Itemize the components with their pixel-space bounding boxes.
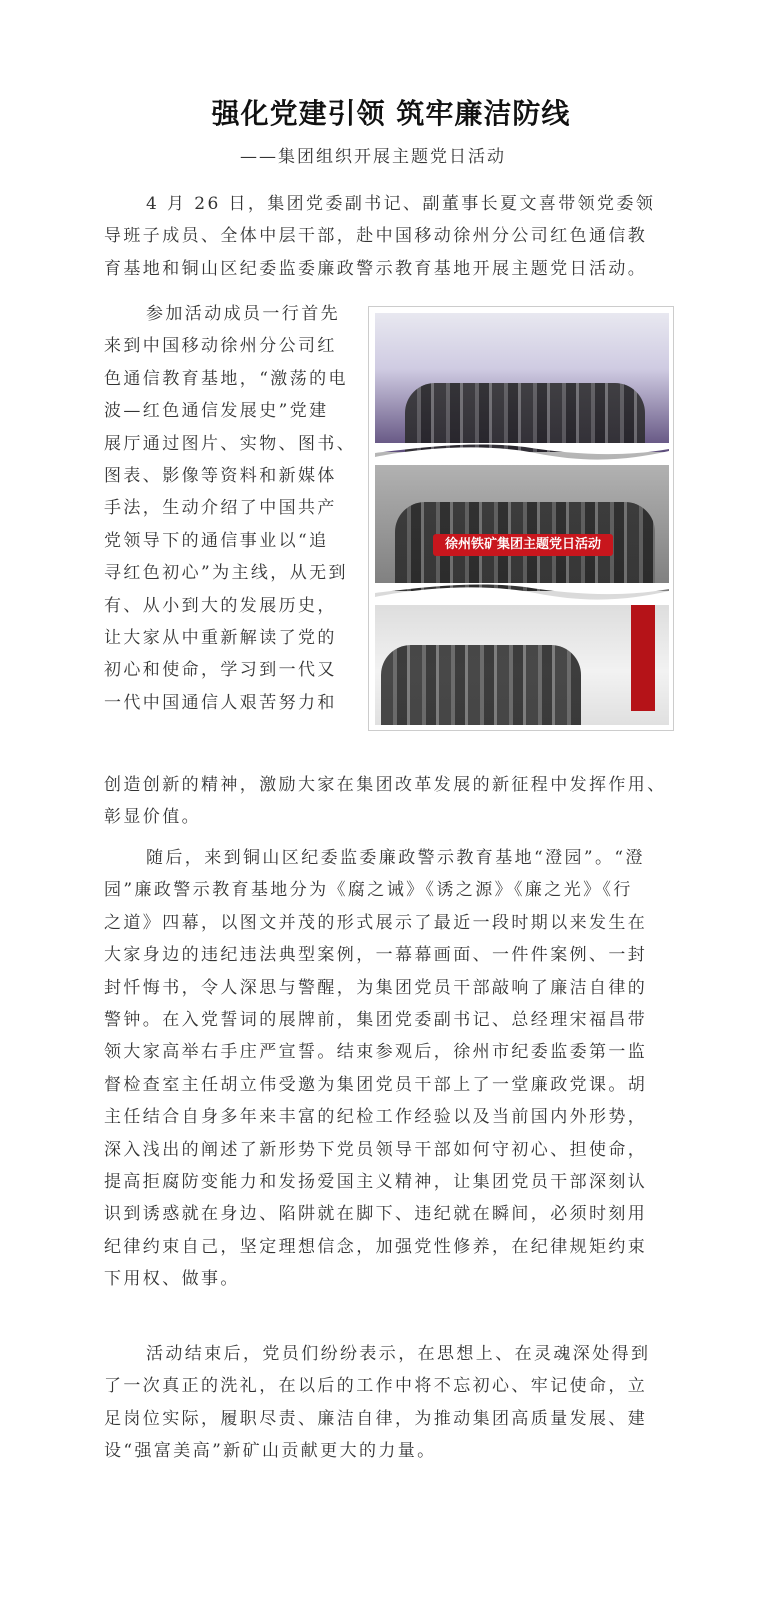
text-line: 足岗位实际，履职尽责、廉洁自律，为推动集团高质量发展、建: [104, 1408, 648, 1429]
paragraph-2-wrapped: [104, 298, 364, 719]
paragraph-1: [104, 188, 684, 285]
text-line: 设“强富美高”新矿山贡献更大的力量。: [104, 1441, 437, 1462]
text-line: 让大家从中重新解读了党的: [104, 628, 337, 649]
text-line: 图表、影像等资料和新媒体: [104, 466, 337, 487]
text-line: 封忏悔书，令人深思与警醒，为集团党员干部敲响了廉洁自律的: [104, 977, 648, 998]
text-line: 之道》四幕，以图文并茂的形式展示了最近一段时期以来发生在: [104, 912, 648, 933]
article-subtitle: ——集团组织开展主题党日活动: [240, 147, 506, 167]
text-line: 纪律约束自己，坚定理想信念，加强党性修养，在纪律规矩约束: [104, 1236, 648, 1257]
paragraph-3: [104, 842, 684, 1296]
text-line: 色通信教育基地，“激荡的电: [104, 368, 348, 389]
text-line: 来到中国移动徐州分公司红: [104, 336, 337, 357]
paragraph-4: [104, 1338, 684, 1468]
text-line: 主任结合自身多年来丰富的纪检工作经验以及当前国内外形势，: [104, 1107, 648, 1128]
event-banner: 徐州铁矿集团主题党日活动: [433, 534, 613, 556]
text-line: 寻红色初心”为主线，从无到: [104, 563, 348, 584]
text-line: 党领导下的通信事业以“追: [104, 530, 329, 551]
text-line: 4 月 26 日，集团党委副书记、副董事长夏文喜带领党委领: [146, 194, 656, 214]
text-line: 有、从小到大的发展历史，: [104, 595, 337, 616]
photo-collage: [368, 306, 674, 731]
text-line: 提高拒腐防变能力和发扬爱国主义精神，让集团党员干部深刻认: [104, 1172, 648, 1193]
text-line: 园”廉政警示教育基地分为《腐之诫》《诱之源》《廉之光》《行: [104, 880, 633, 901]
text-line: 导班子成员、全体中层干部，赴中国移动徐州分公司红色通信教: [104, 226, 648, 247]
text-line: 深入浅出的阐述了新形势下党员领导干部如何守初心、担使命，: [104, 1139, 648, 1160]
text-line: 警钟。在入党誓词的展牌前，集团党委副书记、总经理宋福昌带: [104, 1010, 648, 1031]
text-line: 展厅通过图片、实物、图书、: [104, 433, 357, 454]
text-line: 了一次真正的洗礼，在以后的工作中将不忘初心、牢记使命，立: [104, 1376, 648, 1397]
text-line: 手法，生动介绍了中国共产: [104, 498, 337, 519]
text-line: 领大家高举右手庄严宣誓。结束参观后，徐州市纪委监委第一监: [104, 1042, 648, 1063]
text-line: 一代中国通信人艰苦努力和: [104, 692, 337, 713]
text-line: 下用权、做事。: [104, 1269, 240, 1290]
wave-divider: [375, 443, 669, 465]
group-photo: [375, 452, 669, 592]
text-line: 识到诱惑就在身边、陷阱就在脚下、违纪就在瞬间，必须时刻用: [104, 1204, 648, 1225]
oath-photo: [375, 591, 669, 725]
text-line: 参加活动成员一行首先: [146, 304, 340, 324]
exhibition-hall-photo: [375, 313, 669, 453]
article-title: 强化党建引领 筑牢廉洁防线: [211, 97, 571, 130]
text-line: 波—红色通信发展史”党建: [104, 401, 329, 422]
paragraph-2-continued: [104, 769, 704, 834]
text-line: 随后，来到铜山区纪委监委廉政警示教育基地“澄园”。“澄: [146, 848, 645, 868]
text-line: 初心和使命，学习到一代又: [104, 660, 337, 681]
text-line: 创造创新的精神，激励大家在集团改革发展的新征程中发挥作用、: [104, 775, 667, 795]
text-line: 督检查室主任胡立伟受邀为集团党员干部上了一堂廉政党课。胡: [104, 1074, 648, 1095]
group-figures: [381, 645, 581, 725]
text-line: 育基地和铜山区纪委监委廉政警示教育基地开展主题党日活动。: [104, 258, 648, 279]
text-line: 彰显价值。: [104, 807, 201, 828]
text-line: 大家身边的违纪违法典型案例，一幕幕画面、一件件案例、一封: [104, 945, 648, 966]
wave-divider: [375, 583, 669, 605]
red-display-panel: [631, 601, 655, 711]
text-line: 活动结束后，党员们纷纷表示，在思想上、在灵魂深处得到: [146, 1344, 651, 1364]
